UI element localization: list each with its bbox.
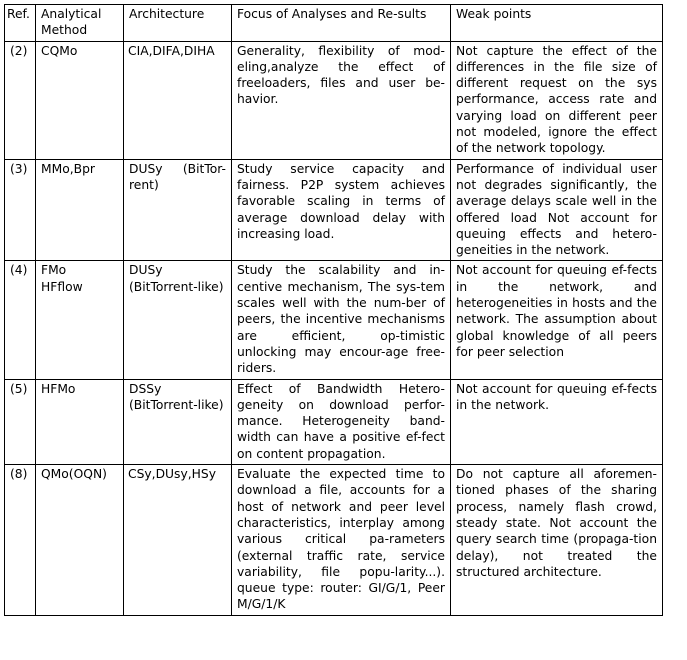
method-cell — [36, 465, 124, 616]
architecture-cell: CSy,DUsy,HSy — [124, 465, 232, 616]
ref-cell: (8) — [5, 465, 36, 616]
table-row — [5, 379, 663, 464]
ref-cell: (2) — [5, 41, 36, 159]
header-ref: Ref. — [5, 5, 36, 42]
method-cell — [36, 379, 124, 464]
table-row — [5, 261, 663, 379]
method-name: CQMo — [41, 43, 78, 58]
method-cell — [36, 159, 124, 261]
focus-cell: Study service capacity and fairness. P2P system achieves favorable scaling in terms of average download delay with increasing load. — [232, 159, 451, 261]
focus-cell: Study the scalability and in-centive mechanism, The sys-tem scales well with the num-ber of peers, the incentive mechanisms are efficient, op-timistic unlocking may encour-age free-riders. — [232, 261, 451, 379]
method-cell — [36, 41, 124, 159]
header-weak-points: Weak points — [451, 5, 663, 42]
method-name: HFMo — [41, 381, 76, 396]
table-header-row — [5, 5, 663, 42]
weak-points-cell: Do not capture all aforemen-tioned phases of the sharing process, namely flash crowd, steady state. Not account the query search time (propaga-tion delay), not treated the structured architecture. — [451, 465, 663, 616]
header-method: Analytical Method — [36, 5, 124, 42]
ref-cell: (5) — [5, 379, 36, 464]
method-name-secondary: HFflow — [41, 279, 83, 294]
header-architecture: Architecture — [124, 5, 232, 42]
method-cell — [36, 261, 124, 379]
analytical-models-table — [4, 4, 663, 616]
architecture-cell: DUSy (BitTor-rent) — [124, 159, 232, 261]
focus-cell: Generality, flexibility of mod-eling,analyze the effect of freeloaders, files and user be-havior. — [232, 41, 451, 159]
weak-points-cell: Not account for queuing ef-fects in the network. — [451, 379, 663, 464]
weak-points-cell: Performance of individual user not degrades significantly, the average delays scale well in the offered load Not account for queuing effects and hetero-geneities in the network. — [451, 159, 663, 261]
table-row — [5, 465, 663, 616]
table-row — [5, 41, 663, 159]
method-name: MMo,Bpr — [41, 161, 95, 176]
weak-points-cell: Not capture the effect of the differences in the file size of different request on the sys performance, access rate and varying load on different peer not modeled, ignore the effect of the network topology. — [451, 41, 663, 159]
architecture-cell: DSSy (BitTorrent-like) — [124, 379, 232, 464]
header-focus: Focus of Analyses and Re-sults — [232, 5, 451, 42]
focus-cell: Evaluate the expected time to download a file, accounts for a host of network and peer level characteristics, interplay among various critical pa-rameters (external traffic rate, service variability, file popu-larity...). queue type: router: GI/G/1, Peer M/G/1/K — [232, 465, 451, 616]
method-name: FMo — [41, 263, 67, 278]
architecture-cell: CIA,DIFA,DIHA — [124, 41, 232, 159]
architecture-cell: DUSy (BitTorrent-like) — [124, 261, 232, 379]
ref-cell: (4) — [5, 261, 36, 379]
method-name: QMo(OQN) — [41, 467, 107, 482]
ref-cell: (3) — [5, 159, 36, 261]
table-row — [5, 159, 663, 261]
weak-points-cell: Not account for queuing ef-fects in the network, and heterogeneities in hosts and the network. The assumption about global knowledge of all peers for peer selection — [451, 261, 663, 379]
focus-cell: Effect of Bandwidth Hetero-geneity on download perfor-mance. Heterogeneity band-width can have a positive ef-fect on content propagation. — [232, 379, 451, 464]
